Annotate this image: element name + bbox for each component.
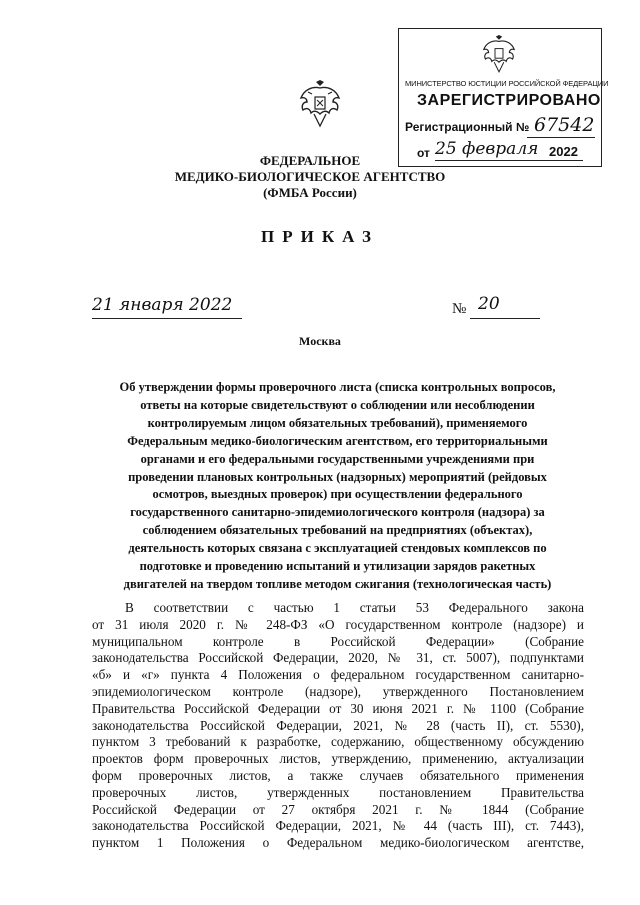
order-number: 20 [478,294,500,314]
title-line: ответы на которые свидетельствуют о соблюдении или несоблюдении [140,397,535,412]
body-line: пунктом 3 требований к разработке, содержанию, общественному обсуждению [92,734,584,750]
stamp-registered: ЗАРЕГИСТРИРОВАНО [417,92,601,109]
stamp-reg-year: 2022 [549,144,578,159]
body-line: Российской Федерации от 27 октября 2021 г. № 1844 (Собрание [92,801,584,817]
agency-name-line2: МЕДИКО-БИОЛОГИЧЕСКОЕ АГЕНТСТВО [174,169,446,184]
body-line: Правительства Российской Федерации от 30 июня 2021 г. № 1100 (Собрание [92,700,584,716]
title-line: деятельность которых связана с эксплуатацией стендовых комплексов по [128,541,547,556]
title-line: проведении плановых контрольных (надзорных) мероприятий (рейдовых [128,469,547,484]
body-line: форм проверочных листов, а также случаев обязательного применения [92,767,584,783]
body-line: «б» и «г» пункта 4 Положения о федеральном государственном санитарно- [92,667,584,683]
title-line: осмотров, выездных проверок) при осуществлении федерального [152,487,523,502]
order-title [90,379,585,594]
stamp-reg-number: 67542 [534,114,595,136]
body-line: эпидемиологическом контроле (надзоре), утвержденного Постановлением [92,683,584,699]
city: Москва [299,334,341,348]
stamp-ministry: МИНИСТЕРСТВО ЮСТИЦИИ РОССИЙСКОЙ ФЕДЕРАЦИИ [405,79,609,88]
agency-name-line1: ФЕДЕРАЛЬНОЕ [259,153,361,168]
document-type: ПРИКАЗ [261,227,379,246]
stamp-reg-date: 25 февраля [435,139,539,159]
number-underline [470,318,540,319]
title-line: Об утверждении формы проверочного листа (списка контрольных вопросов, [119,380,556,394]
title-line: двигателей на твердом топливе методом сжигания (технологическая часть) [123,576,552,591]
body-line: пунктом 1 Положения о Федеральном медико-биологическом агентстве, [92,835,584,851]
body-line: законодательства Российской Федерации, 2021, № 28 (часть II), ст. 5530), [92,717,584,733]
stamp-from-label: от [417,146,430,160]
body-line: проверочных листов, утвержденных постановлением Правительства [92,784,584,800]
stamp-reg-number-label: Регистрационный № [405,120,530,134]
body-line: муниципальном контроле в Российской Федерации» (Собрание [92,633,584,649]
date-underline [92,318,242,319]
title-line: Федеральным медико-биологическим агентством, его территориальными [127,433,548,448]
stamp-emblem-icon [481,35,517,80]
body-line: от 31 июля 2020 г. № 248-ФЗ «О государственном контроле (надзоре) и [92,616,584,632]
order-date: 21 января 2022 [92,295,233,315]
agency-short-name: (ФМБА России) [263,185,357,200]
title-line: подготовке и проведению испытаний и утилизации зарядов ракетных [139,559,536,574]
title-line: контролируемым лицом обязательных требований), применяемого [147,415,528,430]
title-line: государственного санитарно-эпидемиологического контроля (надзора) за [130,505,545,520]
title-line: соблюдением обязательных требований на предприятиях (объектах), [142,523,533,538]
registration-stamp [398,28,609,167]
number-sign: № [452,301,467,317]
coat-of-arms-emblem [298,80,342,135]
order-body [92,600,584,852]
stamp-number-underline [527,137,595,138]
title-line: органами и его федеральными государственными учреждениями при [140,451,535,466]
body-line: законодательства Российской Федерации, 2021, № 44 (часть III), ст. 7443), [92,818,584,834]
body-line: законодательства Российской Федерации, 2020, № 31, ст. 5007), подпунктами [92,650,584,666]
body-line: проектов форм проверочных листов, утверждению, применению, актуализации [92,751,584,767]
body-line: В соответствии с частью 1 статьи 53 Федерального закона [125,600,584,615]
